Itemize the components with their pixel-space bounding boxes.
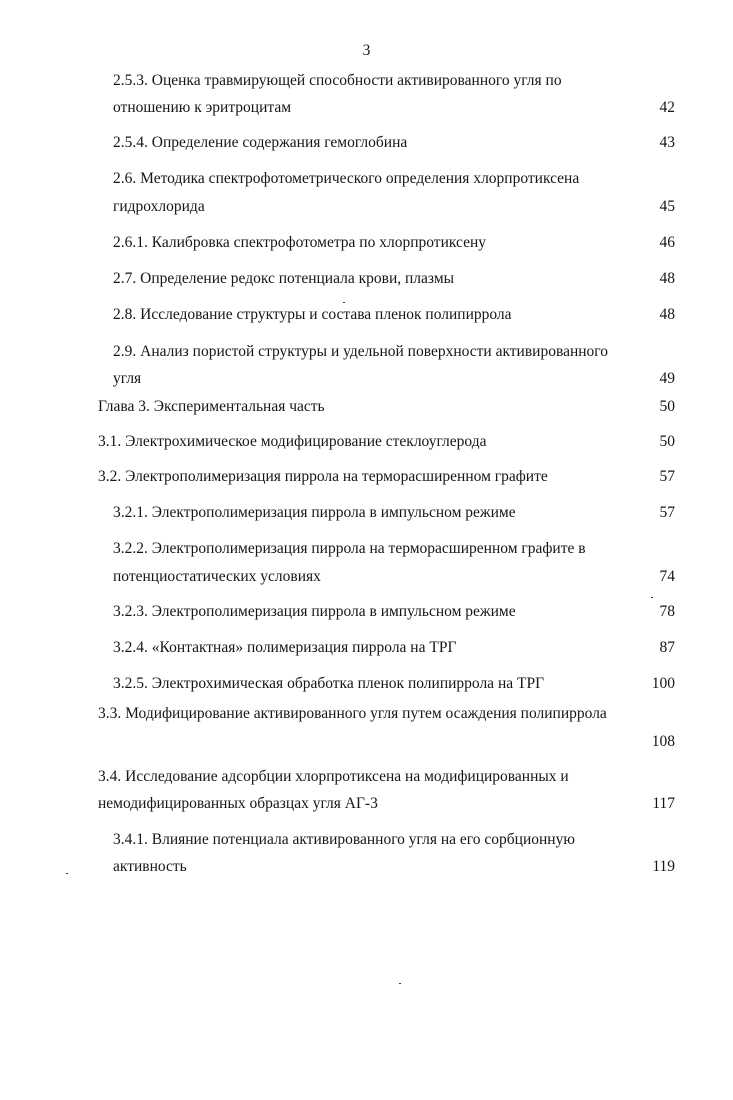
toc-entry-3-2-4-line-1: 3.2.4. «Контактная» полимеризация пиррола на ТРГ [113,639,457,656]
toc-entry-3-2-5-page: 100 [651,675,675,692]
toc-entry-2-6-1-page: 46 [659,234,675,251]
toc-entry-2-9-line-2: угля [113,370,142,387]
toc-entry-3-3-page: 108 [651,733,675,750]
toc-entry-3-4-1-line-1: 3.4.1. Влияние потенциала активированного угля на его сорбционную [113,831,575,848]
toc-entry-3-2-1-line-1: 3.2.1. Электрополимеризация пиррола в импульсном режиме [113,504,516,521]
scan-speck [651,597,653,598]
toc-entry-3-4-1-page: 119 [652,858,675,875]
toc-entry-2-5-3-line-2: отношению к эритроцитам [113,99,292,116]
toc-entry-3-2-1-page: 57 [659,504,675,521]
toc-entry-3-2-page: 57 [659,468,675,485]
toc-entry-3-2-3-line-1: 3.2.3. Электрополимеризация пиррола в импульсном режиме [113,603,516,620]
toc-entry-2-7-line-1: 2.7. Определение редокс потенциала крови, плазмы [113,270,455,287]
scan-speck [343,302,345,303]
toc-entry-2-9-page: 49 [659,370,675,387]
toc-entry-2-5-4-line-1: 2.5.4. Определение содержания гемоглобина [113,134,408,151]
toc-entry-3-4-line-1: 3.4. Исследование адсорбции хлорпротиксена на модифицированных и [98,768,569,785]
toc-entry-3-2-5-line-1: 3.2.5. Электрохимическая обработка пленок полипиррола на ТРГ [113,675,545,692]
scan-speck [66,873,68,874]
toc-entry-2-8-page: 48 [659,306,675,323]
toc-entry-2-6-line-1: 2.6. Методика спектрофотометрического определения хлорпротиксена [113,170,580,187]
toc-entry-chapter-3-page: 50 [659,398,675,415]
scan-speck [399,983,401,984]
toc-entry-3-1-page: 50 [659,433,675,450]
toc-entry-2-9-line-1: 2.9. Анализ пористой структуры и удельной поверхности активированного [113,343,609,360]
toc-entry-chapter-3-line-1: Глава 3. Экспериментальная часть [98,398,325,415]
toc-entry-3-1-line-1: 3.1. Электрохимическое модифицирование стеклоуглерода [98,433,487,450]
toc-entry-2-5-3-line-1: 2.5.3. Оценка травмирующей способности активированного угля по [113,72,562,89]
toc-entry-3-2-2-line-2: потенциостатических условиях [113,568,321,585]
toc-entry-3-2-2-page: 74 [659,568,675,585]
toc-entry-3-2-4-page: 87 [659,639,675,656]
toc-entry-3-4-line-2: немодифицированных образцах угля АГ-3 [98,795,378,812]
toc-entry-2-6-1-line-1: 2.6.1. Калибровка спектрофотометра по хлорпротиксену [113,234,486,251]
toc-entry-2-5-3-page: 42 [659,99,675,116]
page-number: 3 [362,42,371,59]
toc-entry-3-4-page: 117 [652,795,675,812]
toc-entry-3-2-line-1: 3.2. Электрополимеризация пиррола на терморасширенном графите [98,468,548,485]
toc-entry-2-6-line-2: гидрохлорида [113,198,205,215]
toc-entry-3-4-1-line-2: активность [113,858,187,875]
toc-entry-3-2-2-line-1: 3.2.2. Электрополимеризация пиррола на терморасширенном графите в [113,540,586,557]
toc-entry-3-3-line-1: 3.3. Модифицирование активированного угля путем осаждения полипиррола [98,705,607,722]
toc-entry-2-6-page: 45 [659,198,675,215]
toc-entry-3-2-3-page: 78 [659,603,675,620]
toc-entry-2-8-line-1: 2.8. Исследование структуры и состава пленок полипиррола [113,306,512,323]
toc-entry-2-5-4-page: 43 [659,134,675,151]
toc-entry-2-7-page: 48 [659,270,675,287]
